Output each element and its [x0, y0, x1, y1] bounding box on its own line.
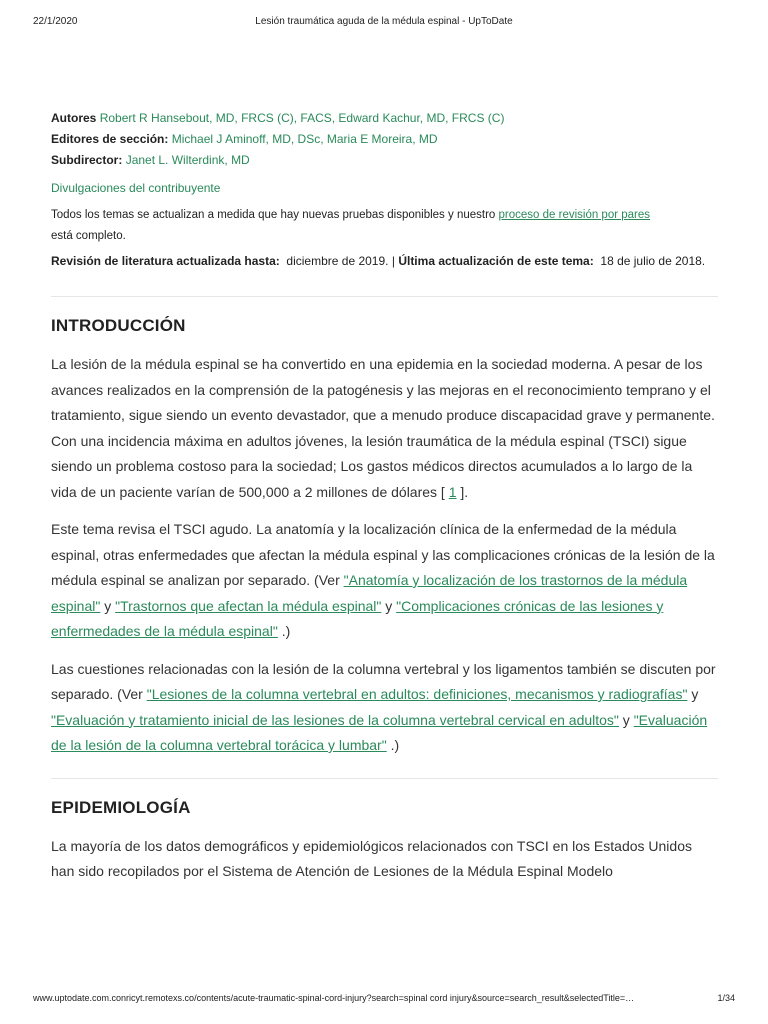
print-date: 22/1/2020 — [33, 16, 78, 27]
update-notice-text: Todos los temas se actualizan a medida que hay nuevas pruebas disponibles y nuestro — [51, 209, 496, 221]
link-spinal-column-injuries[interactable]: "Lesiones de la columna vertebral en adultos: definiciones, mecanismos y radiografías" — [146, 686, 688, 702]
intro-p3-end: .) — [390, 737, 400, 753]
intro-p2-text: Este tema revisa el TSCI agudo. La anatomía y la localización clínica de la enfermedad de la médula espinal, otras enfermedades que afectan la médula espinal y las complicaciones crónicas de la lesión de la médula espinal se analizan por separado. (Ver — [51, 521, 715, 588]
section-editors-label: Editores de sección: — [51, 132, 169, 146]
intro-p3-and-2: y — [622, 711, 630, 728]
link-anatomy-localization[interactable]: "Anatomía y localización de los trastornos de la médula espinal" — [51, 572, 688, 614]
reference-link-1[interactable]: 1 — [448, 483, 457, 500]
review-separator: | — [391, 254, 395, 268]
update-notice — [51, 205, 718, 247]
section-editors-line — [51, 129, 718, 150]
lit-review-label: Revisión de literatura actualizada hasta: — [51, 254, 280, 268]
update-notice-end: está completo. — [51, 230, 126, 242]
intro-p3-text: Las cuestiones relacionadas con la lesión de la columna vertebral y los ligamentos también se discuten por separado. (Ver — [51, 660, 716, 702]
deputy-editor-link[interactable]: Janet L. Wilterdink, MD — [125, 153, 250, 167]
epidemiology-p1-text: La mayoría de los datos demográficos y epidemiológicos relacionados con TSCI en los Estados Unidos han sido recopilados por el Sistema de Atención de Lesiones de la Médula Espinal Modelo — [51, 837, 692, 879]
intro-p2-and-1: y — [104, 597, 112, 614]
authors-line — [51, 108, 718, 129]
intro-paragraph-1 — [51, 352, 718, 505]
contributor-disclosures-link[interactable]: Divulgaciones del contribuyente — [51, 181, 221, 195]
section-heading-introduction: INTRODUCCIÓN — [51, 316, 186, 335]
deputy-editor-label: Subdirector: — [51, 153, 123, 167]
disclosures-line — [51, 178, 718, 199]
intro-p1-text: La lesión de la médula espinal se ha convertido en una epidemia en la sociedad moderna. A pesar de los avances realizados en la comprensión de la patogénesis y las mejoras en el reconocimiento temprano y el tratamiento, sigue siendo un evento devastador, que a menudo produce discapacidad grave y permanente. Con una incidencia máxima en adultos jóvenes, la lesión traumática de la médula espinal (TSCI) sigue siendo un problema costoso para la sociedad; Los gastos médicos directos acumulados a lo largo de la vida de un paciente varían de 500,000 a 2 millones de dólares [ — [51, 356, 715, 500]
epidemiology-paragraph-1 — [51, 834, 718, 885]
link-disorders-spinal-cord[interactable]: "Trastornos que afectan la médula espinal" — [115, 597, 382, 614]
intro-p3-and-1: y — [691, 686, 699, 702]
article-content — [51, 108, 718, 885]
section-editors-link[interactable]: Michael J Aminoff, MD, DSc, Maria E Moreira, MD — [171, 132, 438, 146]
section-divider — [51, 778, 718, 779]
last-update-label: Última actualización de este tema: — [398, 254, 594, 268]
link-thoracolumbar-evaluation[interactable]: "Evaluación de la lesión de la columna vertebral torácica y lumbar" — [51, 711, 708, 753]
intro-paragraph-3 — [51, 657, 718, 759]
section-heading-epidemiology: EPIDEMIOLOGÍA — [51, 797, 191, 817]
intro-p1-end: ]. — [460, 483, 469, 500]
deputy-editor-line — [51, 150, 718, 171]
section-divider — [51, 296, 718, 297]
peer-review-link[interactable]: proceso de revisión por pares — [498, 209, 651, 221]
authors-link[interactable]: Robert R Hansebout, MD, FRCS (C), FACS, Edward Kachur, MD, FRCS (C) — [99, 111, 505, 125]
intro-p2-and-2: y — [385, 597, 393, 614]
print-document-title: Lesión traumática aguda de la médula espinal - UpToDate — [255, 16, 513, 27]
review-dates — [51, 251, 718, 272]
page-number: 1/34 — [717, 993, 735, 1003]
print-url: www.uptodate.com.conricyt.remotexs.co/contents/acute-traumatic-spinal-cord-injury?search=spinal cord injury&source=search_result&selectedTitle=… — [33, 993, 635, 1003]
intro-p2-end: .) — [281, 623, 291, 639]
link-cervical-spine-evaluation[interactable]: "Evaluación y tratamiento inicial de las lesiones de la columna vertebral cervical en adultos" — [51, 711, 619, 728]
authors-label: Autores — [51, 111, 97, 125]
last-update-date: 18 de julio de 2018. — [600, 254, 706, 268]
link-chronic-complications[interactable]: "Complicaciones crónicas de las lesiones y enfermedades de la médula espinal" — [51, 597, 664, 639]
intro-paragraph-2 — [51, 517, 718, 645]
lit-review-date: diciembre de 2019. — [286, 254, 389, 268]
